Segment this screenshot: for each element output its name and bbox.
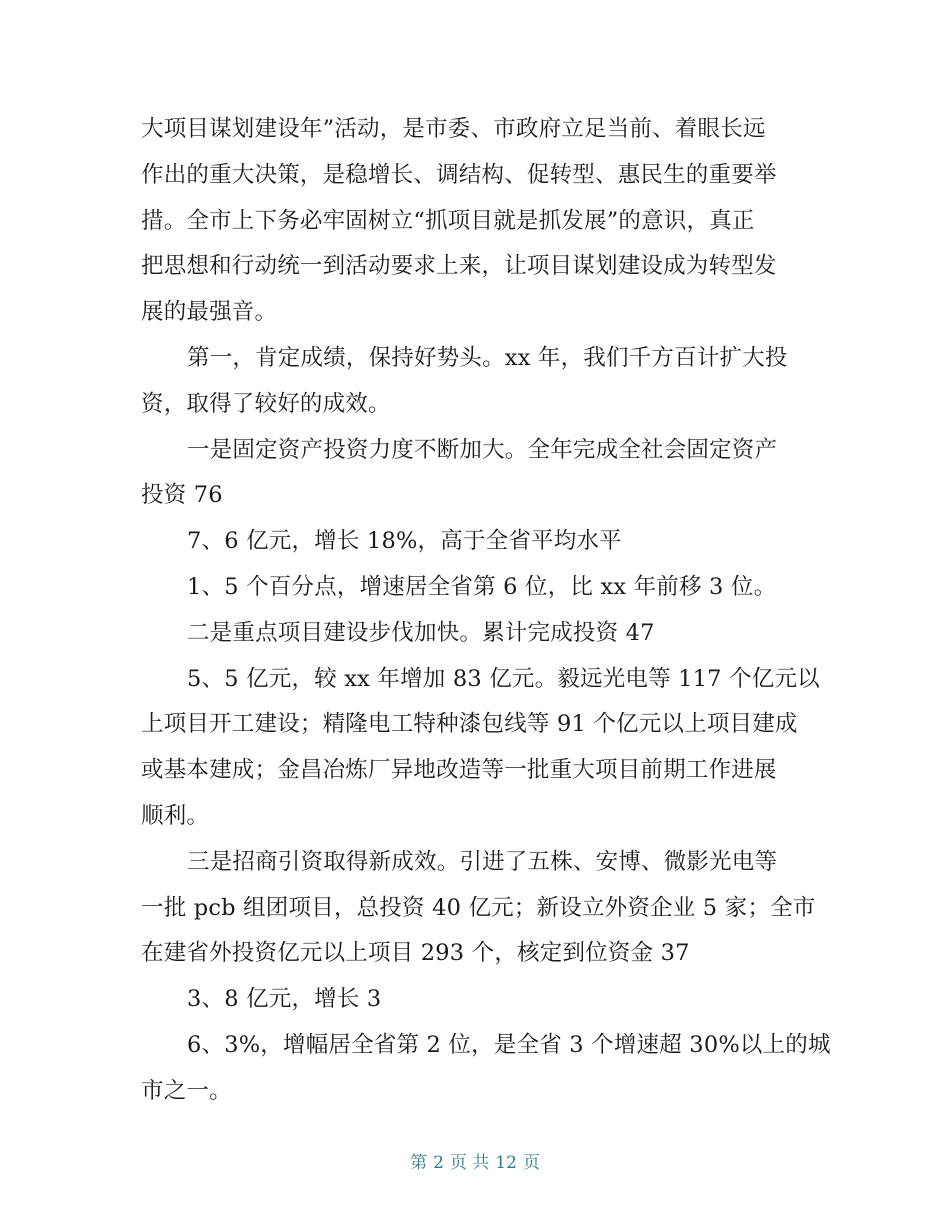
text-line: 三是招商引资取得新成效。引进了五株、安博、微影光电等 <box>187 848 778 875</box>
paragraph <box>141 977 811 1023</box>
paragraph <box>141 336 811 428</box>
text-line: 投资 76 <box>141 482 223 509</box>
paragraph <box>141 840 816 977</box>
text-line: 顺利。 <box>141 802 210 829</box>
text-line: 或基本建成；金昌冶炼厂异地改造等一批重大项目前期工作进展 <box>141 757 777 784</box>
text-line: 市之一。 <box>141 1077 232 1104</box>
footer-suffix: 页 <box>522 1153 540 1173</box>
text-line: 3、8 亿元，增长 3 <box>187 986 382 1013</box>
footer-current-page: 2 <box>433 1153 444 1173</box>
paragraph <box>141 107 811 336</box>
paragraph <box>141 565 811 611</box>
text-line: 把思想和行动统一到活动要求上来，让项目谋划建设成为转型发 <box>141 253 777 280</box>
text-line: 二是重点项目建设步伐加快。累计完成投资 47 <box>187 619 655 646</box>
paragraph <box>141 519 811 565</box>
paragraph <box>141 611 811 657</box>
text-line: 5、5 亿元，较 xx 年增加 83 亿元。毅远光电等 117 个亿元以 <box>187 665 820 692</box>
page-footer <box>0 1148 950 1173</box>
text-line: 大项目谋划建设年”活动，是市委、市政府立足当前、着眼长远 <box>141 116 766 142</box>
text-line: 措。全市上下务必牢固树立“抓项目就是抓发展”的意识，真正 <box>141 207 755 234</box>
body-text <box>141 107 831 1115</box>
paragraph <box>141 657 820 840</box>
text-line: 一是固定资产投资力度不断加大。全年完成全社会固定资产 <box>187 436 778 463</box>
text-line: 作出的重大决策，是稳增长、调结构、促转型、惠民生的重要举 <box>141 161 777 188</box>
footer-total-pages: 12 <box>495 1153 517 1173</box>
footer-middle: 页 共 <box>449 1153 490 1173</box>
text-line: 展的最强音。 <box>141 299 278 326</box>
paragraph <box>141 428 811 520</box>
text-line: 上项目开工建设；精隆电工特种漆包线等 91 个亿元以上项目建成 <box>141 711 798 738</box>
text-line: 6、3%，增幅居全省第 2 位，是全省 3 个增速超 30%以上的城 <box>187 1031 831 1058</box>
text-line: 1、5 个百分点，增速居全省第 6 位，比 xx 年前移 3 位。 <box>187 573 777 600</box>
footer-prefix: 第 <box>410 1153 428 1173</box>
text-line: 第一，肯定成绩，保持好势头。xx 年，我们千方百计扩大投 <box>187 344 788 371</box>
paragraph <box>141 1023 831 1115</box>
text-line: 资，取得了较好的成效。 <box>141 390 391 417</box>
text-line: 一批 pcb 组团项目，总投资 40 亿元；新设立外资企业 5 家；全市 <box>141 894 816 921</box>
text-line: 7、6 亿元，增长 18%，高于全省平均水平 <box>187 528 622 555</box>
text-line: 在建省外投资亿元以上项目 293 个，核定到位资金 37 <box>141 940 690 967</box>
